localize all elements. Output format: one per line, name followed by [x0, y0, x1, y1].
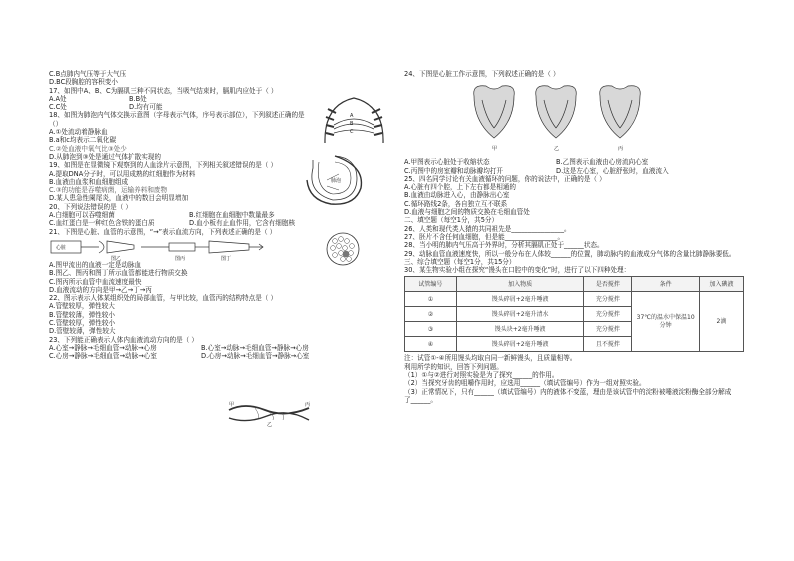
vessel-jia	[229, 406, 309, 414]
option-a[interactable]: A.A处	[49, 94, 67, 103]
diaphragm-figure	[320, 95, 388, 147]
fig21-jia: 心脏	[56, 244, 67, 251]
option-c[interactable]: C.C处	[49, 103, 67, 112]
sub-question-1[interactable]: （1）①与②进行对照实验是为了探究______的作用。	[404, 371, 559, 380]
option-b[interactable]: B.血液由血浆和血细胞组成	[49, 177, 129, 186]
options-row	[49, 219, 395, 227]
table-header-row	[405, 277, 744, 292]
option-c[interactable]: C.循环路线2条，各自独立互不联系	[404, 199, 508, 208]
instruction: 利用所学的知识，回答下列问题。	[404, 362, 503, 371]
white-cell	[343, 251, 350, 258]
option-d[interactable]: D.血液流动的方向是甲→乙→丁→丙	[49, 285, 152, 294]
option-a[interactable]: A.管壁较厚，弹性较大	[49, 302, 115, 311]
option-d[interactable]: D.某人患急性阑尾炎，血液中的数目会明显增加	[49, 194, 189, 203]
question-text: 22、图示表示人体某组织处的局部血管，与甲比较，血管丙的结构特点是（ ）	[49, 294, 278, 303]
vessel-yi	[99, 241, 104, 253]
fig21-yi: 图乙	[111, 255, 122, 261]
question-text: 17、如图中A、B、C为膈肌三种不同状态，当吸气结束时，膈肌内应处于（ ）	[49, 86, 278, 95]
options-row	[49, 344, 395, 352]
question-30: 30、某生物实验小组在探究“馒头在口腔中的变化”时，进行了以下四种处理：	[404, 266, 631, 275]
question-text: 23、下列能正确表示人体内血液流动方向的是（ ）	[49, 335, 198, 344]
option-d[interactable]: D.从肺泡到③处是通过气体扩散实现的	[49, 152, 161, 161]
iodine-cell: 2滴	[699, 292, 743, 352]
section-3-title: 三、综合填空题（每空1分，共15分）	[404, 257, 516, 266]
header-condition: 条件	[632, 277, 700, 292]
alveolus-figure	[305, 148, 367, 208]
vessel-ding	[209, 241, 249, 253]
question-26[interactable]: 26、人类和现代类人猿的共同祖先是________________。	[404, 224, 571, 233]
option-c[interactable]: C.图丙所示血管中血流速度最快	[49, 277, 142, 286]
vessel-yi-shape	[107, 241, 134, 253]
option-line: D.BC段胸腔的容积变小	[49, 78, 118, 87]
fig18-label: 肺泡	[331, 178, 342, 184]
section-2-title: 二、填空题（每空1分，共5分）	[404, 216, 499, 225]
heart-jia	[474, 86, 515, 138]
fig21-ding: 图丁	[221, 255, 232, 261]
option-a[interactable]: A.①处流动着静脉血	[49, 128, 108, 137]
question-27[interactable]: 27、胚片不含任何血细胞，但是能________________。	[404, 232, 565, 241]
table-note: 注：试管①-④所用馒头均取自同一新鲜馒头，且质量相等。	[404, 354, 577, 363]
option-c[interactable]: C.丙图中的房室瓣和动脉瓣均打开	[404, 166, 504, 175]
options-row	[404, 167, 744, 175]
question-text: 18、如图为肺泡内气体交换示意图（字母表示气体，序号表示部位），下列叙述正确的是（）	[49, 111, 305, 128]
header-stir: 是否搅拌	[584, 277, 632, 292]
diaphragm-c	[334, 130, 374, 133]
option-c[interactable]: C.②处血液中氧气比③处少	[49, 144, 127, 153]
option-b[interactable]: B.图乙、图丙和图丁所示血管都能进行物质交换	[49, 269, 188, 278]
fig17-label-b: B	[350, 121, 354, 127]
option-c[interactable]: C.血红蛋白是一种红色含铁的蛋白质	[49, 219, 155, 228]
heart-yi	[536, 86, 577, 138]
fig21-bing: 图丙	[175, 255, 186, 261]
fig17-label-c: C	[350, 129, 354, 135]
question-text: 21、下图是心脏、血管的示意图，“→”表示血流方向，下列表述正确的是（ ）	[49, 227, 277, 236]
question-23	[49, 336, 395, 361]
option-a[interactable]: A.心室→静脉→毛细血管→动脉→心房	[49, 343, 157, 352]
option-b[interactable]: B.管壁较薄，弹性较小	[49, 310, 115, 319]
header-tube: 试管编号	[405, 277, 457, 292]
vessel-bing	[169, 243, 195, 251]
blood-smear-figure	[325, 231, 361, 267]
header-substance: 加入物质	[456, 277, 584, 292]
arrow-icon	[249, 244, 263, 250]
sub-question-3[interactable]: （3）正常情况下，只有______（填试管编号）内的液体不变蓝，理由是该试管中的淀粉被唾液淀粉酶全部分解成了______。	[404, 387, 732, 404]
option-b[interactable]: B.血液由动脉进入心，由静脉出心室	[404, 191, 510, 200]
vessel-diagram	[49, 236, 299, 261]
right-column	[404, 70, 744, 404]
option-d[interactable]: D.心房→动脉→毛细血管→静脉→心室	[201, 352, 310, 361]
sub-question-2[interactable]: （2）当探究牙齿的咀嚼作用时，应选用______（填试管编号）作为一组对照实验。	[404, 379, 646, 388]
option-d[interactable]: D.血小板有止血作用，它含有细胞核	[189, 219, 296, 228]
option-d[interactable]: D.管壁较薄，弹性较大	[49, 327, 116, 336]
option-a[interactable]: A.甲图表示心脏处于收缩状态	[404, 158, 490, 167]
table-row: ① 馒头碎屑+2毫升唾液 充分搅拌 37℃的温水中保温10分钟 2滴	[405, 292, 744, 307]
fig22-yi: 乙	[267, 422, 273, 428]
option-a[interactable]: A.提取DNA分子时，可以用成熟的红细胞作为材料	[49, 169, 196, 178]
fig24-yi: 乙	[554, 146, 560, 153]
option-b[interactable]: B.红细胞在血细胞中数量最多	[189, 211, 275, 220]
red-cells	[331, 237, 355, 262]
tissue-vessel-figure	[225, 398, 315, 428]
arrow-icon	[327, 186, 339, 190]
question-29[interactable]: 29、动脉血管血液速度快，所以一般分布在人体较______的位置，肺动脉内的血液成分气体的含量比肺静脉要低。	[404, 249, 736, 258]
rib-bars	[326, 109, 382, 135]
fig22-jia: 甲	[229, 402, 235, 408]
option-b[interactable]: B.心室→动脉→毛细血管→静脉→心房	[201, 343, 309, 352]
header-iodine: 加入碘液	[699, 277, 743, 292]
option-c[interactable]: C.管壁较厚，弹性较小	[49, 319, 116, 328]
table-row: ③ 馒头块+2毫升唾液 充分搅拌	[405, 322, 744, 337]
condition-cell: 37℃的温水中保温10分钟	[632, 292, 700, 352]
question-text: 19、如图是在显微镜下观察到的人血涂片示意图，下列相关叙述错误的是（ ）	[49, 161, 278, 170]
option-b[interactable]: B.B处	[129, 94, 147, 103]
option-c[interactable]: C.③的功能是吞噬病菌，运输养料和废物	[49, 186, 168, 195]
option-d[interactable]: D.血液与细胞之间的物质交换在毛细血管处	[404, 208, 530, 217]
fig17-label-a: A	[350, 113, 354, 119]
option-a[interactable]: A.白细胞可以吞噬细菌	[49, 211, 115, 220]
heart-figure	[464, 80, 664, 160]
option-b[interactable]: B.a和c均表示二氧化碳	[49, 136, 117, 145]
fig24-jia: 甲	[492, 146, 498, 153]
question-24: 24、下图是心脏工作示意图，下列叙述正确的是（ ）	[404, 70, 560, 78]
table-row: ② 馒头碎屑+2毫升清水 充分搅拌	[405, 307, 744, 322]
option-b[interactable]: B.乙图表示血液由心房流向心室	[556, 158, 649, 167]
option-line: C.B点肺内气压等于大气压	[49, 70, 127, 78]
fig24-bing: 丙	[618, 146, 624, 153]
options-row	[49, 352, 395, 360]
heart-figure-area	[404, 78, 744, 158]
vessel-bing	[229, 413, 309, 421]
question-28[interactable]: 28、当小明的肺内气压高于外界时，分析其膈肌正处于______状态。	[404, 241, 604, 250]
option-c[interactable]: C.心房→静脉→毛细血管→动脉→心室	[49, 352, 157, 361]
option-d[interactable]: D.均有可能	[129, 103, 163, 112]
option-a[interactable]: A.图甲流出的血液一定是动脉血	[49, 260, 142, 269]
question-25: 25、四名同学讨论有关血液循环的问题，你的说法中，正确的是（ ）	[404, 174, 606, 183]
heart-bing	[600, 86, 641, 138]
question-text: 20、下列说法错误的是（ ）	[49, 202, 133, 211]
fig22-bing: 丙	[305, 402, 311, 408]
table-row: ④ 馒头碎屑+2毫升唾液 且不搅拌	[405, 337, 744, 352]
experiment-table	[404, 276, 744, 352]
option-a[interactable]: A.心脏有四个腔，上下左右都是相通的	[404, 183, 516, 192]
question-22	[49, 294, 395, 335]
option-d[interactable]: D.这是左心室，心脏舒张时，血液流入	[556, 166, 669, 175]
diaphragm-b	[334, 124, 374, 129]
